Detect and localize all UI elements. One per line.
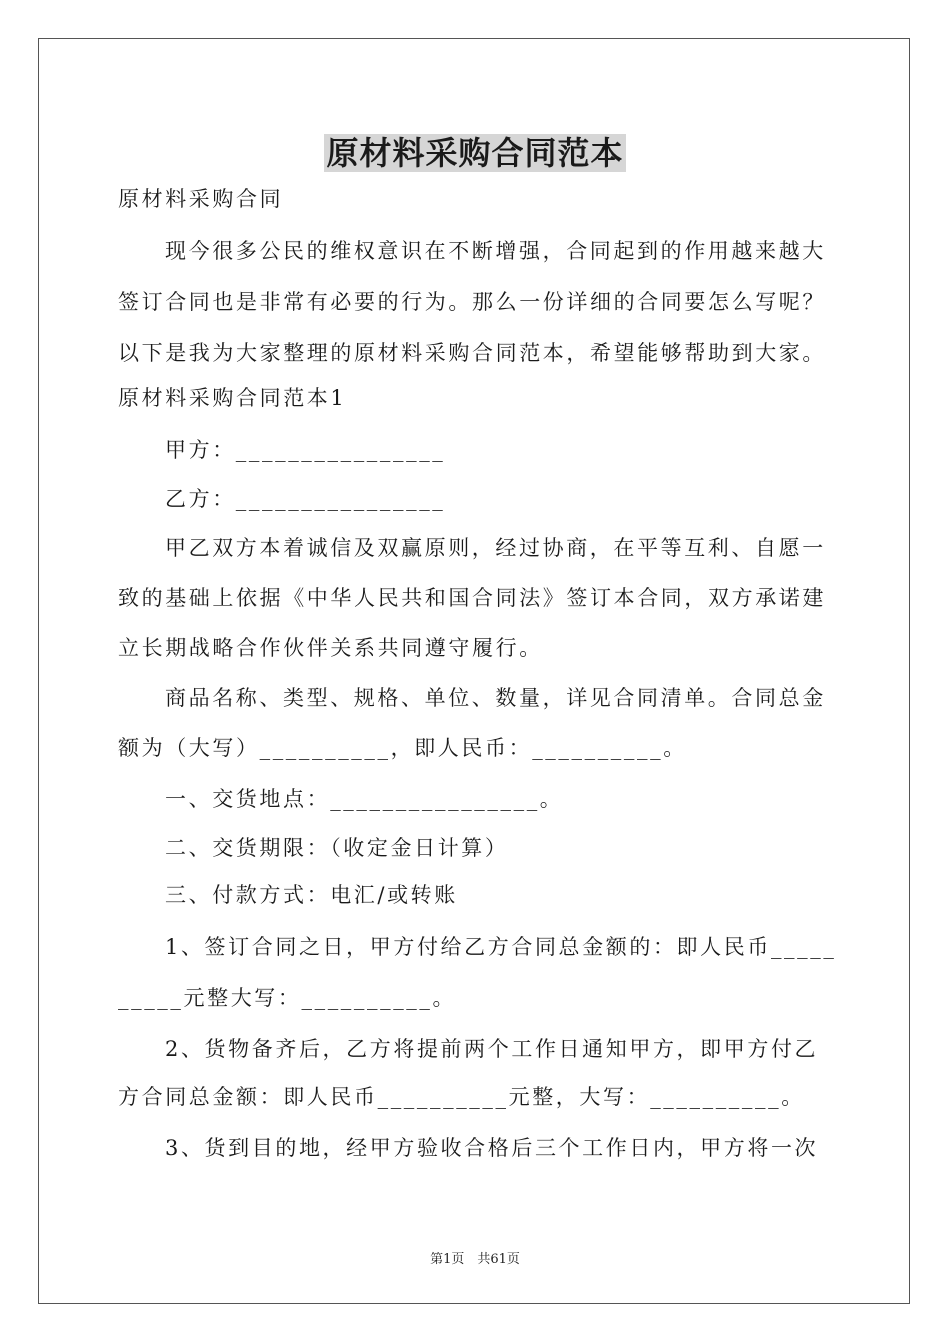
paragraph-line: 现今很多公民的维权意识在不断增强，合同起到的作用越来越大 [165,239,826,263]
paragraph-line: _____元整大写：__________。 [118,986,457,1010]
clause-delivery-term: 二、交货期限：（收定金日计算） [165,836,509,860]
paragraph-line: 致的基础上依据《中华人民共和国合同法》签订本合同，双方承诺建 [118,586,826,610]
paragraph-line: 方合同总金额：即人民币__________元整，大写：__________。 [118,1085,805,1109]
clause-delivery-location: 一、交货地点：________________。 [165,787,564,811]
page-frame [38,38,910,1304]
clause-payment-method: 三、付款方式：电汇/或转账 [165,883,458,907]
paragraph-line: 甲乙双方本着诚信及双赢原则，经过协商，在平等互利、自愿一 [165,536,826,560]
paragraph-line: 商品名称、类型、规格、单位、数量，详见合同清单。合同总金 [165,686,826,710]
document-title: 原材料采购合同范本 [326,134,624,172]
paragraph-line: 额为（大写）__________，即人民币：__________。 [118,736,687,760]
party-a-field: 甲方：________________ [165,438,446,462]
paragraph-line: 立长期战略合作伙伴关系共同遵守履行。 [118,636,543,660]
page-number: 第1页 共61页 [430,1252,520,1267]
clause-item-1: 1、签订合同之日，甲方付给乙方合同总金额的：即人民币_____ [165,935,837,959]
section-heading: 原材料采购合同范本1 [118,386,347,410]
paragraph-line: 以下是我为大家整理的原材料采购合同范本，希望能够帮助到大家。 [118,341,826,365]
clause-item-3: 3、货到目的地，经甲方验收合格后三个工作日内，甲方将一次 [165,1136,819,1160]
document-title-wrapper [0,128,950,174]
subtitle: 原材料采购合同 [118,187,284,211]
clause-item-2: 2、货物备齐后，乙方将提前两个工作日通知甲方，即甲方付乙 [165,1037,819,1061]
paragraph-line: 签订合同也是非常有必要的行为。那么一份详细的合同要怎么写呢？ [118,290,826,314]
party-b-field: 乙方：________________ [165,487,446,511]
